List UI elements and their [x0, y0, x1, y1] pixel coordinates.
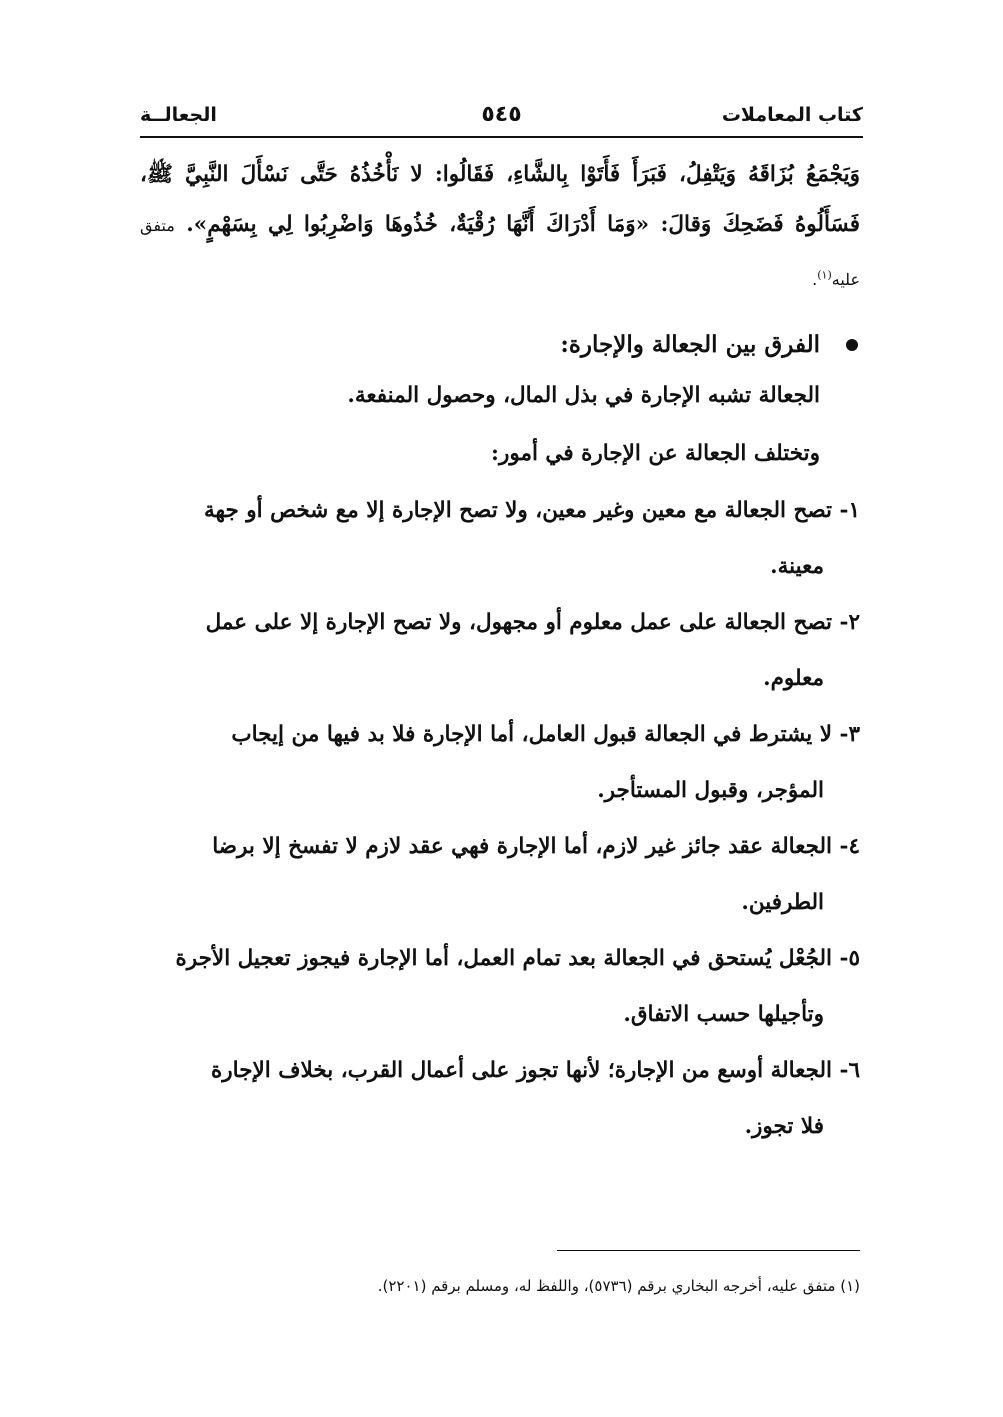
footnote-divider	[557, 1250, 860, 1251]
item-number: ٢-	[839, 610, 860, 636]
list-item	[140, 595, 860, 707]
footnote: (١) متفق عليه، أخرجه البخاري برقم (٥٧٣٦)، واللفظ له، ومسلم برقم (٢٢٠١).	[377, 1277, 860, 1295]
item-number: ٣-	[839, 722, 860, 748]
footnote-reference[interactable]: (١)	[817, 269, 832, 282]
list-item	[140, 483, 860, 595]
item-text: الجعالة عقد جائز غير لازم، أما الإجارة فهي عقد لازم لا تفسخ إلا برضا	[212, 834, 832, 860]
item-number: ٦-	[839, 1058, 860, 1084]
bullet-icon	[846, 339, 858, 351]
item-continuation: المؤجر، وقبول المستأجر.	[597, 778, 824, 804]
item-continuation: فلا تجوز.	[744, 1114, 824, 1140]
item-text: الجُعْل يُستحق في الجعالة بعد تمام العمل، أما الإجارة فيجوز تعجيل الأجرة	[175, 946, 832, 972]
item-continuation: الطرفين.	[741, 890, 824, 916]
section-heading	[140, 323, 860, 367]
chapter-title: الجعالــة	[140, 104, 217, 126]
intro-paragraph: الجعالة تشبه الإجارة في بذل المال، وحصول المنفعة.	[347, 383, 820, 409]
lead-paragraph: وتختلف الجعالة عن الإجارة في أمور:	[491, 441, 820, 467]
item-continuation: وتأجيلها حسب الاتفاق.	[623, 1002, 824, 1028]
item-continuation: معينة.	[770, 554, 824, 580]
page-number: ٥٤٥	[481, 102, 522, 127]
hadith-end-mark: .	[812, 270, 818, 290]
item-continuation: معلوم.	[763, 666, 824, 692]
item-text: تصح الجعالة على عمل معلوم أو مجهول، ولا تصح الإجارة إلا على عمل	[205, 610, 832, 636]
item-text: تصح الجعالة مع معين وغير معين، ولا تصح الإجارة إلا مع شخص أو جهة	[204, 498, 832, 524]
item-number: ٥-	[839, 946, 860, 972]
item-number: ١-	[839, 498, 860, 524]
running-header	[140, 98, 863, 134]
agreed-label-text: متفق عليه	[140, 216, 860, 290]
item-text: الجعالة أوسع من الإجارة؛ لأنها تجوز على أعمال القرب، بخلاف الإجارة	[211, 1058, 832, 1084]
hadith-text: وَيَجْمَعُ بُزَاقَهُ وَيَتْفِلُ، فَبَرَأَ فَأَتَوْا بِالشَّاءِ، فَقَالُوا: لا نَأْخُذُهُ حَتَّى نَسْأَلَ النَّبِيَّ ﷺ، فَسَأَلُوهُ فَضَحِكَ وَقالَ: «وَمَا أَدْرَاكَ أَنَّهَا رُقْيَةٌ، خُذُوهَا وَاضْرِبُوا لِي بِسَهْمٍ».	[140, 162, 860, 237]
item-number: ٤-	[839, 834, 860, 860]
item-text: لا يشترط في الجعالة قبول العامل، أما الإجارة فلا بد فيها من إيجاب	[231, 722, 832, 748]
section-heading-text: الفرق بين الجعالة والإجارة:	[560, 331, 820, 359]
main-text	[140, 150, 860, 1155]
list-item	[140, 707, 860, 819]
hadith-paragraph	[140, 150, 860, 305]
list-item	[140, 819, 860, 931]
book-title: كتاب المعاملات	[721, 104, 863, 126]
header-divider	[140, 136, 863, 138]
list-item	[140, 1043, 860, 1155]
list-item	[140, 931, 860, 1043]
